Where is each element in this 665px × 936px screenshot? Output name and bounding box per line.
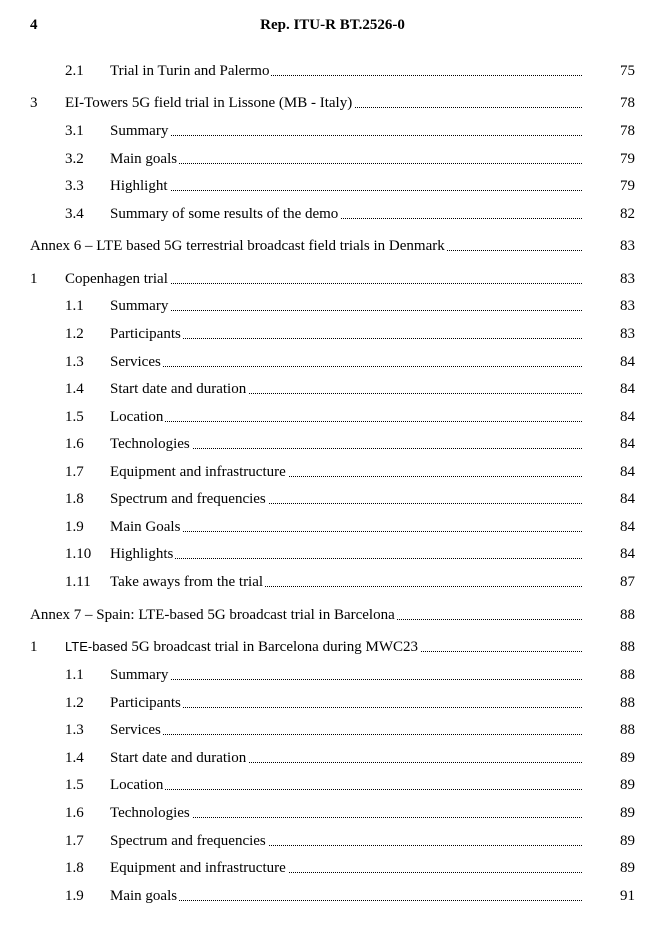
toc-entry[interactable] xyxy=(0,379,665,399)
toc-entry-title: Summary of some results of the demo xyxy=(110,204,582,224)
toc-entry-page: 88 xyxy=(620,722,635,738)
toc-entry-page: 84 xyxy=(620,354,635,370)
toc-entry-page: 79 xyxy=(620,151,635,167)
toc-entry[interactable] xyxy=(0,665,665,685)
toc-entry-page: 84 xyxy=(620,491,635,507)
toc-entry-number: 1.8 xyxy=(65,491,84,507)
toc-entry-number: 3.1 xyxy=(65,123,84,139)
toc-entry-page: 89 xyxy=(620,833,635,849)
toc-entry[interactable] xyxy=(0,803,665,823)
toc-entry-number: 1.5 xyxy=(65,409,84,425)
toc-entry-title: Start date and duration xyxy=(110,379,582,399)
toc-entry-number: 1.3 xyxy=(65,722,84,738)
toc-entry-page: 79 xyxy=(620,178,635,194)
toc-entry[interactable] xyxy=(0,720,665,740)
toc-entry[interactable] xyxy=(0,572,665,592)
toc-entry-title: Services xyxy=(110,352,582,372)
toc-entry-page: 84 xyxy=(620,546,635,562)
toc-entry-page: 83 xyxy=(620,298,635,314)
toc-entry-page: 75 xyxy=(620,63,635,79)
toc-entry-title: Equipment and infrastructure xyxy=(110,858,582,878)
toc-entry[interactable] xyxy=(0,637,665,657)
toc-entry[interactable] xyxy=(0,296,665,316)
toc-entry-number: 1.2 xyxy=(65,695,84,711)
toc-entry[interactable] xyxy=(0,269,665,289)
toc-entry[interactable] xyxy=(0,149,665,169)
toc-entry[interactable] xyxy=(0,121,665,141)
toc-entry-title: Highlight xyxy=(110,176,582,196)
toc-entry-number: 1.6 xyxy=(65,805,84,821)
toc-entry[interactable] xyxy=(0,462,665,482)
toc-entry-page: 88 xyxy=(620,667,635,683)
toc-entry-title: Start date and duration xyxy=(110,748,582,768)
toc-entry-title: Spectrum and frequencies xyxy=(110,489,582,509)
toc-entry-number: 1.8 xyxy=(65,860,84,876)
toc-entry-page: 89 xyxy=(620,860,635,876)
toc-entry[interactable] xyxy=(0,605,665,625)
toc-entry-page: 84 xyxy=(620,381,635,397)
toc-entry[interactable] xyxy=(0,93,665,113)
toc-entry-number: 1.7 xyxy=(65,464,84,480)
report-title: Rep. ITU-R BT.2526-0 xyxy=(260,17,405,33)
toc-entry-title: Participants xyxy=(110,324,582,344)
toc-entry-title: Location xyxy=(110,775,582,795)
toc-entry[interactable] xyxy=(0,204,665,224)
toc-entry-page: 78 xyxy=(620,95,635,111)
toc-entry[interactable] xyxy=(0,489,665,509)
toc-entry-number: 1.6 xyxy=(65,436,84,452)
toc-entry-page: 89 xyxy=(620,750,635,766)
toc-entry-title: Summary xyxy=(110,121,582,141)
toc-entry-title: LTE-based 5G broadcast trial in Barcelona during MWC23 xyxy=(65,637,582,657)
toc-entry-title: Annex 6 – LTE based 5G terrestrial broadcast field trials in Denmark xyxy=(30,236,582,256)
toc-entry[interactable] xyxy=(0,858,665,878)
toc-entry-title: Main Goals xyxy=(110,517,582,537)
toc-entry[interactable] xyxy=(0,61,665,81)
toc-entry-number: 1 xyxy=(30,639,38,655)
toc-entry-number: 2.1 xyxy=(65,63,84,79)
toc-entry[interactable] xyxy=(0,324,665,344)
toc-entry-number: 3.3 xyxy=(65,178,84,194)
toc-entry[interactable] xyxy=(0,693,665,713)
toc-entry-title: Annex 7 – Spain: LTE-based 5G broadcast trial in Barcelona xyxy=(30,605,582,625)
toc-entry-page: 84 xyxy=(620,464,635,480)
toc-entry-page: 84 xyxy=(620,519,635,535)
toc-entry-number: 1.9 xyxy=(65,888,84,904)
page-header xyxy=(0,0,665,40)
toc-entry[interactable] xyxy=(0,352,665,372)
toc-entry-number: 1.9 xyxy=(65,519,84,535)
toc-entry-page: 91 xyxy=(620,888,635,904)
toc-entry-number: 1.1 xyxy=(65,298,84,314)
toc-entry-title: Take aways from the trial xyxy=(110,572,582,592)
toc-entry-number: 1.2 xyxy=(65,326,84,342)
toc-entry-number: 1.4 xyxy=(65,750,84,766)
toc-entry[interactable] xyxy=(0,517,665,537)
toc-entry-title: Technologies xyxy=(110,803,582,823)
toc-entry-page: 89 xyxy=(620,777,635,793)
toc-entry-title: Trial in Turin and Palermo xyxy=(110,61,582,81)
toc-entry-page: 88 xyxy=(620,639,635,655)
toc-entry-title-prefix: LTE-based xyxy=(65,639,128,654)
toc-entry-number: 1.10 xyxy=(65,546,92,562)
toc-entry-page: 84 xyxy=(620,409,635,425)
toc-entry-page: 88 xyxy=(620,607,635,623)
toc-entry-title: Main goals xyxy=(110,886,582,906)
toc-entry-number: 1.11 xyxy=(65,574,91,590)
toc-entry-number: 3 xyxy=(30,95,38,111)
toc-entry[interactable] xyxy=(0,176,665,196)
toc-entry-title: Technologies xyxy=(110,434,582,454)
toc-entry-title: Summary xyxy=(110,665,582,685)
toc-entry-title: Participants xyxy=(110,693,582,713)
toc-entry-number: 3.2 xyxy=(65,151,84,167)
toc-entry-number: 1.7 xyxy=(65,833,84,849)
toc-entry-page: 83 xyxy=(620,326,635,342)
toc-entry-title: Copenhagen trial xyxy=(65,269,582,289)
toc-entry[interactable] xyxy=(0,434,665,454)
toc-entry-title: Summary xyxy=(110,296,582,316)
toc-entry-number: 1.5 xyxy=(65,777,84,793)
toc-entry-number: 1.1 xyxy=(65,667,84,683)
toc-entry-title: Spectrum and frequencies xyxy=(110,831,582,851)
toc-entry-number: 1.3 xyxy=(65,354,84,370)
toc-entry-title: Equipment and infrastructure xyxy=(110,462,582,482)
toc-entry-page: 83 xyxy=(620,238,635,254)
toc-entry[interactable] xyxy=(0,236,665,256)
toc-entry-number: 3.4 xyxy=(65,206,84,222)
toc-entry-page: 83 xyxy=(620,271,635,287)
toc-entry-page: 78 xyxy=(620,123,635,139)
toc-entry-title: Services xyxy=(110,720,582,740)
toc-entry-title: Location xyxy=(110,407,582,427)
toc-entry-number: 1 xyxy=(30,271,38,287)
toc-entry[interactable] xyxy=(0,831,665,851)
toc-entry-title: Highlights xyxy=(110,544,582,564)
toc-entry[interactable] xyxy=(0,775,665,795)
toc-entry[interactable] xyxy=(0,748,665,768)
toc-entry[interactable] xyxy=(0,407,665,427)
toc-entry-page: 87 xyxy=(620,574,635,590)
toc-entry[interactable] xyxy=(0,886,665,906)
page-number: 4 xyxy=(30,17,38,33)
toc-entry-page: 88 xyxy=(620,695,635,711)
toc-entry-title: Main goals xyxy=(110,149,582,169)
toc-entry-page: 89 xyxy=(620,805,635,821)
toc-entry-number: 1.4 xyxy=(65,381,84,397)
toc-entry-page: 84 xyxy=(620,436,635,452)
toc-entry-title: EI-Towers 5G field trial in Lissone (MB - Italy) xyxy=(65,93,582,113)
toc-entry-page: 82 xyxy=(620,206,635,222)
toc-entry[interactable] xyxy=(0,544,665,564)
